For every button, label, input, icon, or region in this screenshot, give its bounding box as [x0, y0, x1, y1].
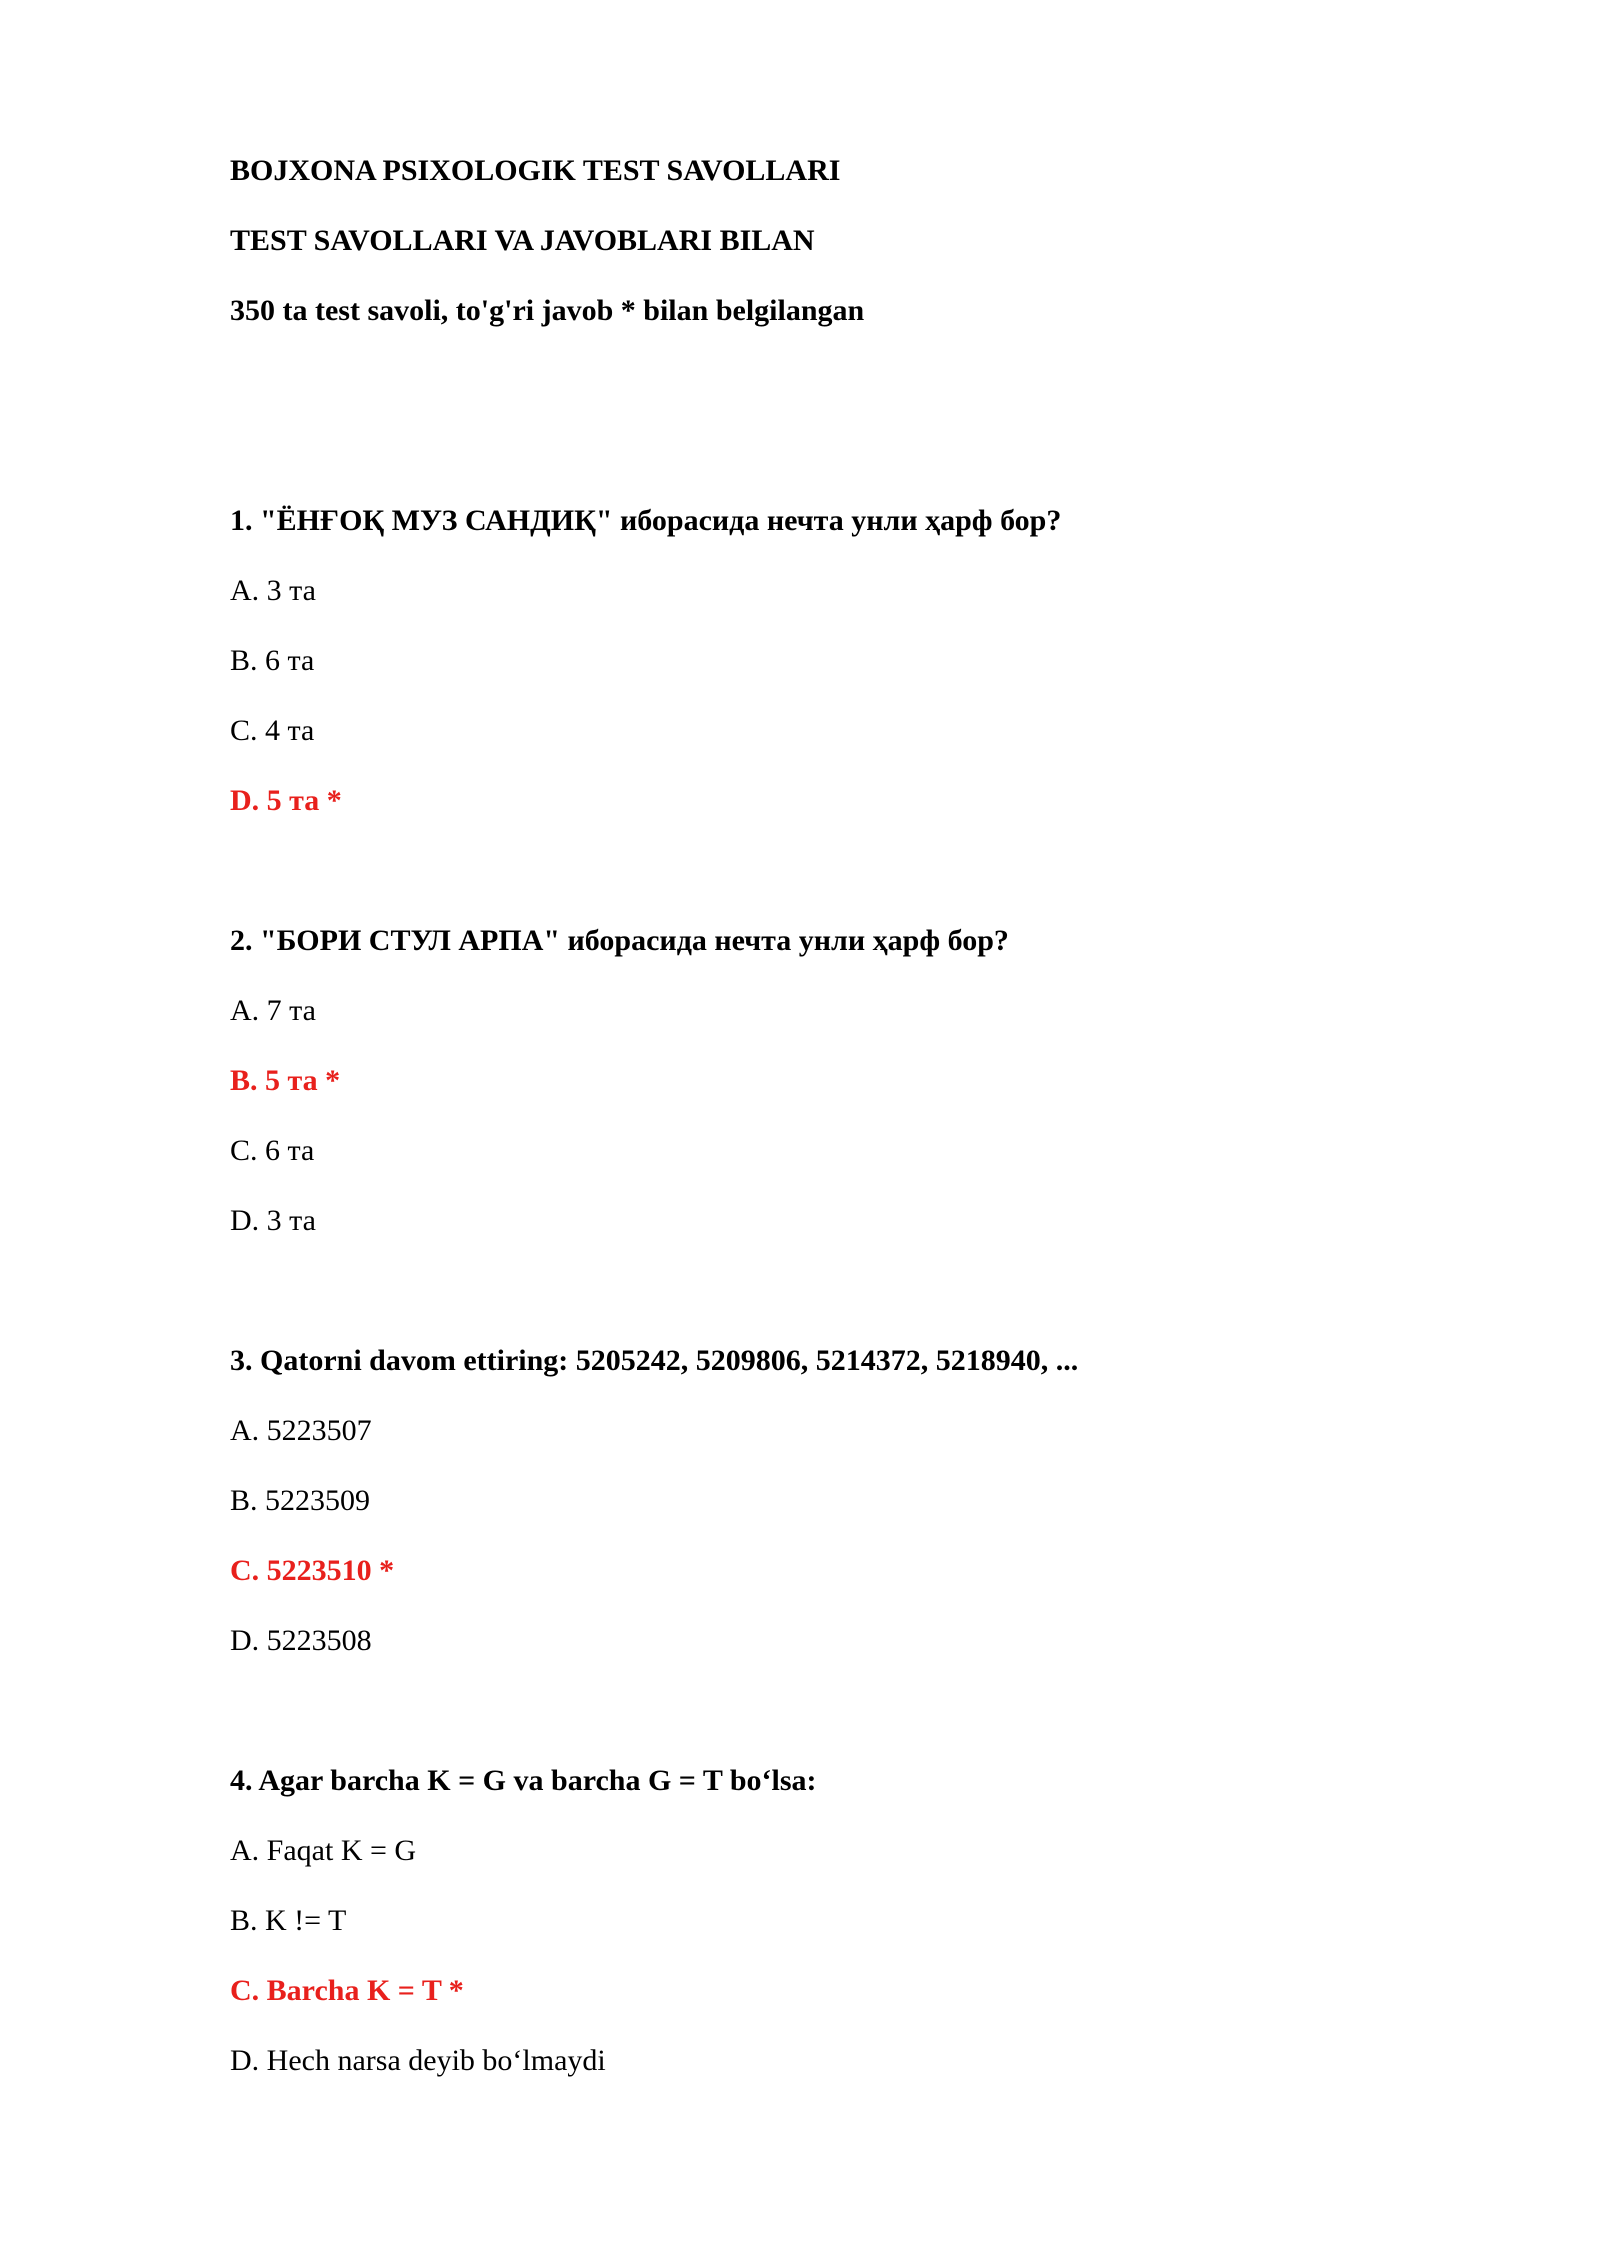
option-c-correct: C. 5223510 * [230, 1554, 395, 1587]
question-text: 1. "ЁНҒОҚ МУЗ САНДИҚ" иборасида нечта унли ҳарф бор? [230, 504, 1062, 537]
question-2 [230, 923, 1530, 1239]
option-d-correct: D. 5 та * [230, 784, 342, 817]
option-b: B. 5223509 [230, 1484, 371, 1517]
option-a: A. Faqat K = G [230, 1834, 417, 1867]
option-c-correct: C. Barcha K = T * [230, 1974, 464, 2007]
question-text: 3. Qatorni davom ettiring: 5205242, 5209806, 5214372, 5218940, ... [230, 1344, 1079, 1377]
document-subtitle: TEST SAVOLLARI VA JAVOBLARI BILAN [230, 224, 815, 257]
document-note: 350 ta test savoli, to'g'ri javob * bilan belgilangan [230, 294, 865, 327]
option-a: A. 5223507 [230, 1414, 372, 1447]
option-b: B. K != T [230, 1904, 347, 1937]
option-d: D. 5223508 [230, 1624, 372, 1657]
question-1 [230, 503, 1530, 819]
option-c: C. 6 та [230, 1134, 315, 1167]
question-text: 4. Agar barcha K = G va barcha G = T bo‘lsa: [230, 1764, 817, 1797]
option-d: D. 3 та [230, 1204, 316, 1237]
option-c: C. 4 та [230, 714, 315, 747]
option-a: A. 7 та [230, 994, 316, 1027]
option-a: A. 3 та [230, 574, 316, 607]
option-b: B. 6 та [230, 644, 315, 677]
question-4 [230, 1763, 1530, 2079]
question-text: 2. "БОРИ СТУЛ АРПА" иборасида нечта унли ҳарф бор? [230, 924, 1009, 957]
option-b-correct: B. 5 та * [230, 1064, 341, 1097]
question-3 [230, 1343, 1530, 1659]
option-d: D. Hech narsa deyib bo‘lmaydi [230, 2044, 606, 2077]
document-title: BOJXONA PSIXOLOGIK TEST SAVOLLARI [230, 154, 841, 187]
